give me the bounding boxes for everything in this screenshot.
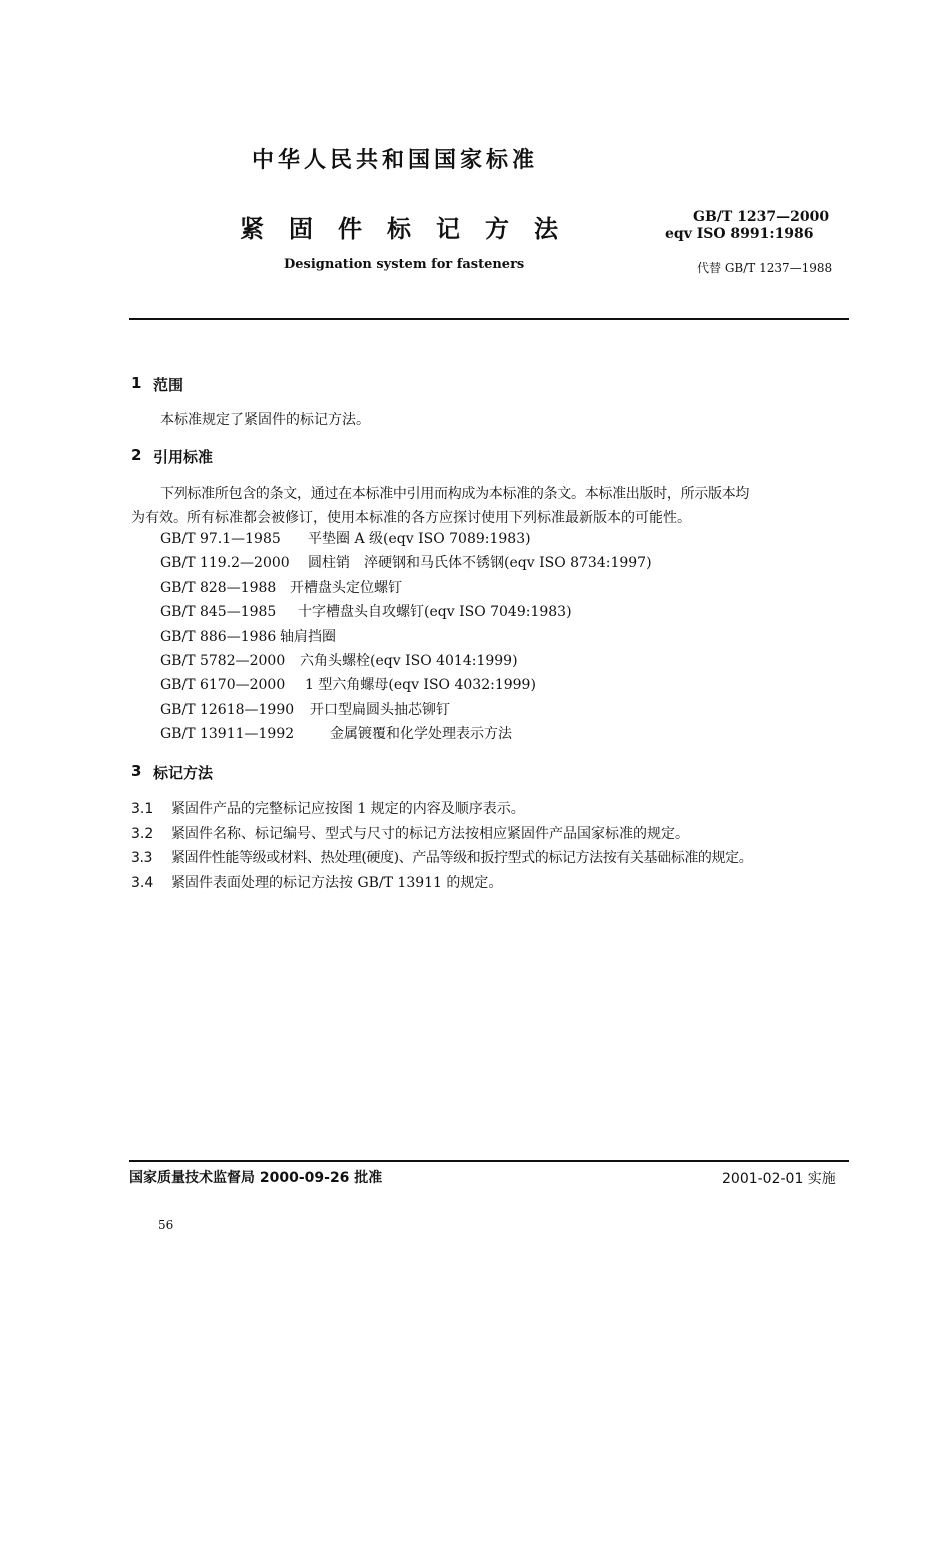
- reference-code: GB/T 5782—2000: [160, 652, 286, 669]
- standard-subtitle-en: Designation system for fasteners: [284, 257, 525, 272]
- reference-title: 平垫圈 A 级(eqv ISO 7089:1983): [308, 531, 531, 547]
- clause-text: 紧固件性能等级或材料、热处理(硬度)、产品等级和扳拧型式的标记方法按有关基础标准的规定。: [171, 850, 753, 866]
- reference-code: GB/T 12618—1990: [160, 701, 295, 718]
- clause-list: [131, 797, 752, 895]
- reference-item: [160, 600, 652, 624]
- section2-intro-line2: 为有效。所有标准都会被修订，使用本标准的各方应探讨使用下列标准最新版本的可能性。: [131, 510, 691, 526]
- reference-title: 金属镀覆和化学处理表示方法: [330, 726, 512, 743]
- clause-text: 紧固件名称、标记编号、型式与尺寸的标记方法按相应紧固件产品国家标准的规定。: [171, 825, 689, 842]
- reference-code: GB/T 845—1985: [160, 604, 277, 621]
- clause-text: 紧固件产品的完整标记应按图 1 规定的内容及顺序表示。: [171, 801, 525, 817]
- section1-text: 本标准规定了紧固件的标记方法。: [160, 412, 370, 428]
- reference-code: GB/T 13911—1992: [160, 726, 295, 743]
- reference-item: [160, 576, 652, 600]
- clause-item: [131, 822, 752, 847]
- reference-title: 开槽盘头定位螺钉: [290, 579, 402, 596]
- reference-item: [160, 551, 652, 575]
- replaces-note: 代替 GB/T 1237—1988: [697, 261, 833, 275]
- reference-code: GB/T 97.1—1985: [160, 531, 281, 547]
- clause-item: [131, 846, 752, 871]
- clause-text: 紧固件表面处理的标记方法按 GB/T 13911 的规定。: [171, 874, 503, 891]
- standard-eqv: eqv ISO 8991:1986: [665, 226, 814, 242]
- section3-number: 3: [131, 762, 142, 780]
- clause-number: 3.1: [131, 801, 154, 817]
- page-number: 56: [158, 1218, 174, 1232]
- section1-heading: 范围: [153, 376, 184, 394]
- reference-item: [160, 649, 652, 673]
- section1-number: 1: [131, 374, 142, 392]
- clause-number: 3.2: [131, 825, 154, 842]
- section3-heading: 标记方法: [153, 764, 214, 782]
- clause-number: 3.4: [131, 874, 154, 891]
- header-rule: [129, 318, 849, 320]
- reference-item: [160, 527, 652, 551]
- reference-title: 十字槽盘头自攻螺钉(eqv ISO 7049:1983): [298, 604, 572, 621]
- reference-title: 开口型扁圆头抽芯铆钉: [310, 701, 450, 718]
- reference-code: GB/T 828—1988: [160, 579, 277, 596]
- clause-item: [131, 871, 752, 896]
- reference-item: [160, 673, 652, 697]
- reference-code: GB/T 886—1986: [160, 628, 277, 645]
- clause-number: 3.3: [131, 850, 153, 866]
- nation-title: 中华人民共和国国家标准: [252, 148, 539, 173]
- reference-title: 1 型六角螺母(eqv ISO 4032:1999): [305, 677, 536, 694]
- section2-number: 2: [131, 446, 142, 464]
- footer-rule: [129, 1160, 849, 1162]
- clause-item: [131, 797, 752, 822]
- implementation-date: 2001-02-01 实施: [722, 1171, 836, 1187]
- reference-title: 圆柱销 淬硬钢和马氏体不锈钢(eqv ISO 8734:1997): [308, 555, 652, 572]
- reference-list: [160, 527, 652, 747]
- reference-item: [160, 698, 652, 722]
- reference-title: 六角头螺栓(eqv ISO 4014:1999): [300, 652, 518, 669]
- standard-title: 紧固件标记方法: [240, 215, 583, 243]
- section2-intro-line1: 下列标准所包含的条文，通过在本标准中引用而构成为本标准的条文。本标准出版时，所示版本均: [160, 486, 750, 502]
- section2-heading: 引用标准: [153, 448, 214, 466]
- reference-title: 轴肩挡圈: [280, 628, 336, 645]
- reference-item: [160, 625, 652, 649]
- standard-code: GB/T 1237—2000: [693, 209, 830, 225]
- approval-line: 国家质量技术监督局 2000-09-26 批准: [129, 1170, 383, 1186]
- reference-item: [160, 722, 652, 746]
- reference-code: GB/T 119.2—2000: [160, 555, 290, 572]
- reference-code: GB/T 6170—2000: [160, 677, 286, 694]
